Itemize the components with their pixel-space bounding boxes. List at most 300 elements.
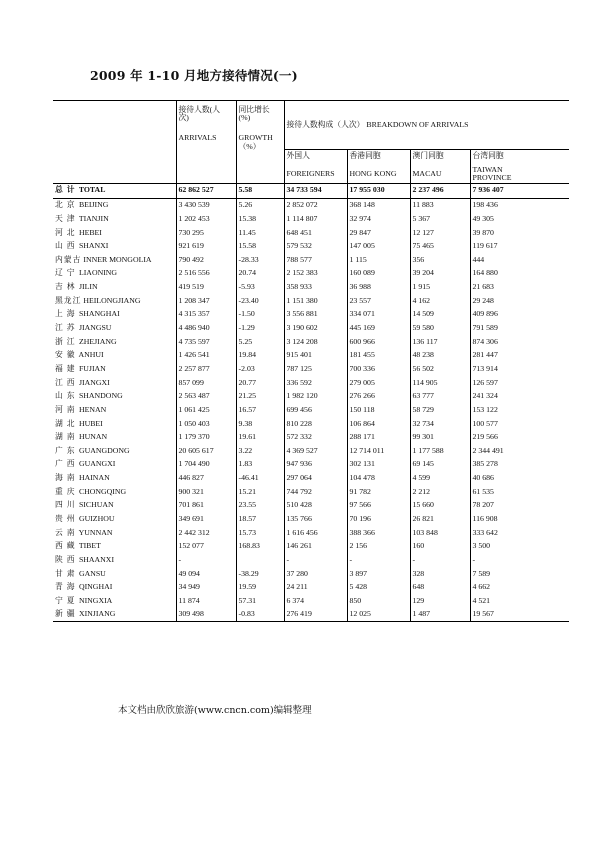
- cell-taiwan: 78 207: [470, 499, 569, 513]
- cell-foreigners: 810 228: [284, 417, 347, 431]
- growth-cn-label: 同比增长(%): [238, 105, 270, 123]
- region-name-cn: 青 海: [55, 582, 76, 592]
- region-name-cn: 浙 江: [55, 336, 76, 346]
- cell-foreigners: 297 064: [284, 471, 347, 485]
- cell-hk: 106 864: [347, 417, 410, 431]
- region-name-cn: 四 川: [55, 500, 76, 510]
- cell-arrivals: 4 486 940: [176, 321, 236, 335]
- cell-macau: 648: [410, 580, 470, 594]
- cell-growth: -0.83: [236, 608, 284, 622]
- table-row: [53, 485, 569, 499]
- cell-growth: 15.38: [236, 212, 284, 226]
- cell-arrivals: 790 492: [176, 253, 236, 267]
- cell-hk: 32 974: [347, 212, 410, 226]
- region-name-cn: 山 东: [55, 391, 76, 401]
- total-label: [53, 183, 176, 198]
- cell-hk: 279 005: [347, 376, 410, 390]
- cell-taiwan: 49 305: [470, 212, 569, 226]
- total-en: TOTAL: [78, 185, 106, 195]
- region-name-en: SHANXI: [78, 241, 109, 251]
- region-name-cell: [53, 553, 176, 567]
- cell-growth: 21.25: [236, 389, 284, 403]
- cell-arrivals: 1 704 490: [176, 458, 236, 472]
- cell-hk: 368 148: [347, 198, 410, 212]
- header-region: [53, 101, 176, 184]
- total-arrivals: 62 862 527: [176, 183, 236, 198]
- table-row: [53, 444, 569, 458]
- cell-arrivals: -: [176, 553, 236, 567]
- region-name-en: SHANDONG: [78, 391, 123, 401]
- cell-arrivals: 34 949: [176, 580, 236, 594]
- region-name-cn: 湖 北: [55, 418, 76, 428]
- region-name-cell: [53, 608, 176, 622]
- cell-macau: 11 883: [410, 198, 470, 212]
- region-name-en: HAINAN: [78, 473, 110, 483]
- cell-growth: 11.45: [236, 226, 284, 240]
- cell-arrivals: 2 257 877: [176, 362, 236, 376]
- cell-foreigners: 276 419: [284, 608, 347, 622]
- cell-macau: 48 238: [410, 349, 470, 363]
- cell-taiwan: 100 577: [470, 417, 569, 431]
- region-name-cn: 西 藏: [55, 541, 76, 551]
- cell-foreigners: 3 124 208: [284, 335, 347, 349]
- cell-hk: 97 566: [347, 499, 410, 513]
- cell-taiwan: 4 662: [470, 580, 569, 594]
- cell-growth: -28.33: [236, 253, 284, 267]
- region-name-cell: [53, 567, 176, 581]
- region-name-cell: [53, 212, 176, 226]
- table-row: [53, 417, 569, 431]
- cell-arrivals: 49 094: [176, 567, 236, 581]
- region-name-cn: 海 南: [55, 473, 76, 483]
- cell-foreigners: 1 982 120: [284, 389, 347, 403]
- region-name-cn: 安 徽: [55, 350, 76, 360]
- cell-growth: 16.57: [236, 403, 284, 417]
- cell-foreigners: 4 369 527: [284, 444, 347, 458]
- region-name-cn: 福 建: [55, 363, 76, 373]
- macau-cn-label: 澳门同胞: [412, 151, 444, 160]
- cell-taiwan: 281 447: [470, 349, 569, 363]
- region-name-en: GANSU: [78, 568, 106, 578]
- cell-taiwan: 874 306: [470, 335, 569, 349]
- cell-hk: 445 169: [347, 321, 410, 335]
- cell-foreigners: 572 332: [284, 430, 347, 444]
- cell-macau: 56 502: [410, 362, 470, 376]
- table-row: [53, 608, 569, 622]
- cell-taiwan: 385 278: [470, 458, 569, 472]
- macau-en-label: MACAU: [412, 169, 442, 179]
- foreigners-cn-label: 外国人: [286, 151, 310, 160]
- cell-macau: 39 204: [410, 267, 470, 281]
- cell-foreigners: 699 456: [284, 403, 347, 417]
- cell-foreigners: 787 125: [284, 362, 347, 376]
- table-row: [53, 594, 569, 608]
- region-name-cn: 辽 宁: [55, 268, 76, 278]
- region-name-en: SHANGHAI: [78, 309, 120, 319]
- table-row: [53, 267, 569, 281]
- table-row: [53, 580, 569, 594]
- header-foreigners: [284, 150, 347, 184]
- region-name-cn: 陕 西: [55, 554, 76, 564]
- cell-growth: -2.03: [236, 362, 284, 376]
- table-row: [53, 362, 569, 376]
- cell-foreigners: 648 451: [284, 226, 347, 240]
- cell-arrivals: 1 061 425: [176, 403, 236, 417]
- table-row: [53, 458, 569, 472]
- region-name-cn: 内蒙古: [55, 254, 82, 264]
- cell-foreigners: -: [284, 553, 347, 567]
- header-hongkong: [347, 150, 410, 184]
- region-name-cell: [53, 253, 176, 267]
- cell-foreigners: 744 792: [284, 485, 347, 499]
- table-row: [53, 526, 569, 540]
- region-name-en: FUJIAN: [78, 363, 106, 373]
- region-name-cell: [53, 362, 176, 376]
- region-name-cell: [53, 430, 176, 444]
- cell-hk: 388 366: [347, 526, 410, 540]
- cell-growth: 18.57: [236, 512, 284, 526]
- cell-taiwan: 153 122: [470, 403, 569, 417]
- cell-foreigners: 947 936: [284, 458, 347, 472]
- region-name-cn: 北 京: [55, 200, 76, 210]
- cell-growth: -23.40: [236, 294, 284, 308]
- total-taiwan: 7 936 407: [470, 183, 569, 198]
- cell-hk: 5 428: [347, 580, 410, 594]
- arrivals-cn-label: 接待人数(人次): [178, 105, 221, 123]
- cell-macau: 1 487: [410, 608, 470, 622]
- region-name-cell: [53, 321, 176, 335]
- cell-taiwan: -: [470, 553, 569, 567]
- region-name-en: HENAN: [78, 404, 107, 414]
- cell-growth: 15.21: [236, 485, 284, 499]
- cell-taiwan: 713 914: [470, 362, 569, 376]
- cell-macau: 356: [410, 253, 470, 267]
- cell-arrivals: 4 735 597: [176, 335, 236, 349]
- breakdown-label: 接待人数构成（人次） BREAKDOWN OF ARRIVALS: [286, 119, 469, 129]
- cell-macau: 4 162: [410, 294, 470, 308]
- cell-arrivals: 152 077: [176, 540, 236, 554]
- cell-taiwan: 39 870: [470, 226, 569, 240]
- cell-growth: -1.50: [236, 308, 284, 322]
- cell-growth: 5.26: [236, 198, 284, 212]
- total-row: [53, 183, 569, 198]
- cell-growth: 5.25: [236, 335, 284, 349]
- header-breakdown: [284, 101, 569, 150]
- total-growth: 5.58: [236, 183, 284, 198]
- cell-growth: 168.83: [236, 540, 284, 554]
- header-taiwan: [470, 150, 569, 184]
- region-name-cell: [53, 294, 176, 308]
- foreigners-en-label: FOREIGNERS: [286, 169, 335, 179]
- region-name-en: HEILONGJIANG: [83, 295, 141, 305]
- table-row: [53, 389, 569, 403]
- cell-macau: 103 848: [410, 526, 470, 540]
- region-name-cn: 河 北: [55, 227, 76, 237]
- cell-hk: 91 782: [347, 485, 410, 499]
- page-title: 2009 年 1-10 月地方接待情况(一): [90, 68, 298, 83]
- cell-growth: 19.61: [236, 430, 284, 444]
- cell-taiwan: 333 642: [470, 526, 569, 540]
- region-name-en: ZHEJIANG: [78, 336, 117, 346]
- header-row: [53, 101, 569, 150]
- region-name-cell: [53, 580, 176, 594]
- cell-growth: 23.55: [236, 499, 284, 513]
- cell-macau: 4 599: [410, 471, 470, 485]
- cell-taiwan: 7 589: [470, 567, 569, 581]
- cell-foreigners: 358 933: [284, 280, 347, 294]
- cell-hk: 147 005: [347, 239, 410, 253]
- cell-growth: [236, 553, 284, 567]
- region-name-cn: 新 疆: [55, 609, 76, 619]
- cell-macau: 5 367: [410, 212, 470, 226]
- table-row: [53, 349, 569, 363]
- cell-arrivals: 2 563 487: [176, 389, 236, 403]
- table-row: [53, 321, 569, 335]
- cell-arrivals: 4 315 357: [176, 308, 236, 322]
- table-row: [53, 471, 569, 485]
- cell-growth: 20.77: [236, 376, 284, 390]
- cell-macau: 58 729: [410, 403, 470, 417]
- hk-cn-label: 香港同胞: [349, 151, 381, 160]
- region-name-cell: [53, 403, 176, 417]
- cell-hk: 600 966: [347, 335, 410, 349]
- cell-foreigners: 1 616 456: [284, 526, 347, 540]
- region-name-en: JIANGSU: [78, 323, 112, 333]
- region-name-en: JILIN: [78, 282, 98, 292]
- cell-hk: 12 714 011: [347, 444, 410, 458]
- region-name-cn: 广 西: [55, 459, 76, 469]
- cell-growth: 9.38: [236, 417, 284, 431]
- cell-hk: 12 025: [347, 608, 410, 622]
- cell-hk: 70 196: [347, 512, 410, 526]
- region-name-cn: 黑龙江: [55, 295, 82, 305]
- cell-growth: 3.22: [236, 444, 284, 458]
- region-name-en: NINGXIA: [78, 595, 113, 605]
- cell-macau: 63 777: [410, 389, 470, 403]
- region-name-en: INNER MONGOLIA: [83, 254, 152, 264]
- cell-foreigners: 3 556 881: [284, 308, 347, 322]
- cell-arrivals: 1 426 541: [176, 349, 236, 363]
- cell-growth: -5.93: [236, 280, 284, 294]
- table-row: [53, 239, 569, 253]
- cell-growth: 19.59: [236, 580, 284, 594]
- cell-foreigners: 24 211: [284, 580, 347, 594]
- cell-taiwan: 241 324: [470, 389, 569, 403]
- cell-macau: 14 509: [410, 308, 470, 322]
- cell-foreigners: 6 374: [284, 594, 347, 608]
- region-name-cell: [53, 308, 176, 322]
- cell-macau: 114 905: [410, 376, 470, 390]
- cell-foreigners: 915 401: [284, 349, 347, 363]
- hk-en-label: HONG KONG: [349, 169, 397, 179]
- table-row: [53, 430, 569, 444]
- table-row: [53, 253, 569, 267]
- region-name-en: QINGHAI: [78, 582, 113, 592]
- region-name-en: TIBET: [78, 541, 101, 551]
- cell-arrivals: 1 050 403: [176, 417, 236, 431]
- cell-growth: 1.83: [236, 458, 284, 472]
- region-name-cell: [53, 444, 176, 458]
- region-name-en: GUANGDONG: [78, 445, 130, 455]
- header-macau: [410, 150, 470, 184]
- total-macau: 2 237 496: [410, 183, 470, 198]
- region-name-cn: 贵 州: [55, 513, 76, 523]
- region-name-cell: [53, 526, 176, 540]
- cell-foreigners: 2 152 383: [284, 267, 347, 281]
- region-name-cn: 宁 夏: [55, 595, 76, 605]
- cell-arrivals: 701 861: [176, 499, 236, 513]
- cell-hk: 850: [347, 594, 410, 608]
- region-name-en: SHAANXI: [78, 554, 115, 564]
- table-row: [53, 294, 569, 308]
- cell-hk: 23 557: [347, 294, 410, 308]
- cell-macau: 129: [410, 594, 470, 608]
- region-name-cn: 天 津: [55, 213, 76, 223]
- region-name-cn: 云 南: [55, 527, 76, 537]
- table-row: [53, 567, 569, 581]
- cell-macau: 32 734: [410, 417, 470, 431]
- cell-taiwan: 164 880: [470, 267, 569, 281]
- table-row: [53, 280, 569, 294]
- cell-foreigners: 135 766: [284, 512, 347, 526]
- table-row: [53, 540, 569, 554]
- cell-growth: -1.29: [236, 321, 284, 335]
- header-arrivals: [176, 101, 236, 184]
- region-name-cell: [53, 471, 176, 485]
- cell-hk: 3 897: [347, 567, 410, 581]
- region-name-cell: [53, 540, 176, 554]
- region-name-en: GUIZHOU: [78, 513, 115, 523]
- cell-growth: 20.74: [236, 267, 284, 281]
- table-row: [53, 499, 569, 513]
- table-row: [53, 335, 569, 349]
- region-name-cn: 广 东: [55, 445, 76, 455]
- cell-macau: 69 145: [410, 458, 470, 472]
- region-name-cn: 河 南: [55, 404, 76, 414]
- cell-macau: 12 127: [410, 226, 470, 240]
- region-name-cell: [53, 335, 176, 349]
- cell-hk: 2 156: [347, 540, 410, 554]
- cell-hk: 160 089: [347, 267, 410, 281]
- cell-foreigners: 1 151 380: [284, 294, 347, 308]
- cell-macau: 75 465: [410, 239, 470, 253]
- cell-arrivals: 446 827: [176, 471, 236, 485]
- region-name-cell: [53, 512, 176, 526]
- cell-arrivals: 419 519: [176, 280, 236, 294]
- cell-macau: 136 117: [410, 335, 470, 349]
- cell-foreigners: 146 261: [284, 540, 347, 554]
- region-name-cell: [53, 389, 176, 403]
- region-name-cell: [53, 198, 176, 212]
- cell-growth: -46.41: [236, 471, 284, 485]
- cell-macau: 15 660: [410, 499, 470, 513]
- region-name-cell: [53, 376, 176, 390]
- region-name-en: YUNNAN: [78, 527, 113, 537]
- cell-growth: 15.73: [236, 526, 284, 540]
- cell-arrivals: 20 605 617: [176, 444, 236, 458]
- cell-arrivals: 1 208 347: [176, 294, 236, 308]
- cell-foreigners: 37 280: [284, 567, 347, 581]
- cell-macau: 99 301: [410, 430, 470, 444]
- region-name-cn: 湖 南: [55, 432, 76, 442]
- taiwan-cn-label: 台湾同胞: [472, 151, 504, 160]
- region-name-cell: [53, 594, 176, 608]
- header-growth: [236, 101, 284, 184]
- cell-taiwan: 2 344 491: [470, 444, 569, 458]
- cell-taiwan: 61 535: [470, 485, 569, 499]
- cell-arrivals: 900 321: [176, 485, 236, 499]
- region-name-en: JIANGXI: [78, 377, 110, 387]
- region-name-cell: [53, 226, 176, 240]
- region-name-cell: [53, 499, 176, 513]
- region-name-en: SICHUAN: [78, 500, 114, 510]
- cell-foreigners: 788 577: [284, 253, 347, 267]
- cell-growth: 57.31: [236, 594, 284, 608]
- cell-growth: 19.84: [236, 349, 284, 363]
- region-name-cn: 甘 肃: [55, 568, 76, 578]
- cell-hk: 150 118: [347, 403, 410, 417]
- total-cn: 总 计: [55, 185, 76, 195]
- cell-macau: 26 821: [410, 512, 470, 526]
- arrivals-table: [53, 100, 569, 622]
- cell-macau: 160: [410, 540, 470, 554]
- table-row: [53, 198, 569, 212]
- cell-taiwan: 444: [470, 253, 569, 267]
- table-row: [53, 512, 569, 526]
- cell-arrivals: 1 179 370: [176, 430, 236, 444]
- cell-arrivals: 2 442 312: [176, 526, 236, 540]
- cell-macau: 59 580: [410, 321, 470, 335]
- cell-hk: 181 455: [347, 349, 410, 363]
- cell-hk: 334 071: [347, 308, 410, 322]
- region-name-cn: 江 苏: [55, 323, 76, 333]
- region-name-en: GUANGXI: [78, 459, 116, 469]
- cell-taiwan: 3 500: [470, 540, 569, 554]
- cell-hk: 276 266: [347, 389, 410, 403]
- cell-hk: 700 336: [347, 362, 410, 376]
- cell-taiwan: 126 597: [470, 376, 569, 390]
- region-name-en: ANHUI: [78, 350, 104, 360]
- cell-taiwan: 29 248: [470, 294, 569, 308]
- cell-taiwan: 198 436: [470, 198, 569, 212]
- cell-macau: 1 177 588: [410, 444, 470, 458]
- taiwan-en-label: TAIWAN PROVINCE: [472, 165, 512, 183]
- region-name-en: HUNAN: [78, 432, 108, 442]
- cell-arrivals: 309 498: [176, 608, 236, 622]
- cell-hk: -: [347, 553, 410, 567]
- cell-hk: 36 988: [347, 280, 410, 294]
- region-name-cell: [53, 349, 176, 363]
- cell-hk: 29 847: [347, 226, 410, 240]
- cell-arrivals: 1 202 453: [176, 212, 236, 226]
- cell-macau: 2 212: [410, 485, 470, 499]
- region-name-en: CHONGQING: [78, 486, 127, 496]
- region-name-cell: [53, 458, 176, 472]
- region-name-en: TIANJIN: [78, 213, 109, 223]
- cell-taiwan: 409 896: [470, 308, 569, 322]
- region-name-cell: [53, 239, 176, 253]
- cell-hk: 302 131: [347, 458, 410, 472]
- cell-arrivals: 2 516 556: [176, 267, 236, 281]
- arrivals-en-label: ARRIVALS: [178, 133, 217, 143]
- cell-macau: 328: [410, 567, 470, 581]
- cell-arrivals: 921 619: [176, 239, 236, 253]
- region-name-cn: 重 庆: [55, 486, 76, 496]
- footer-note: 本文档由欣欣旅游(www.cncn.com)编辑整理: [118, 705, 312, 716]
- growth-en-label: GROWTH（%）: [238, 133, 273, 151]
- cell-foreigners: 1 114 807: [284, 212, 347, 226]
- cell-growth: -38.29: [236, 567, 284, 581]
